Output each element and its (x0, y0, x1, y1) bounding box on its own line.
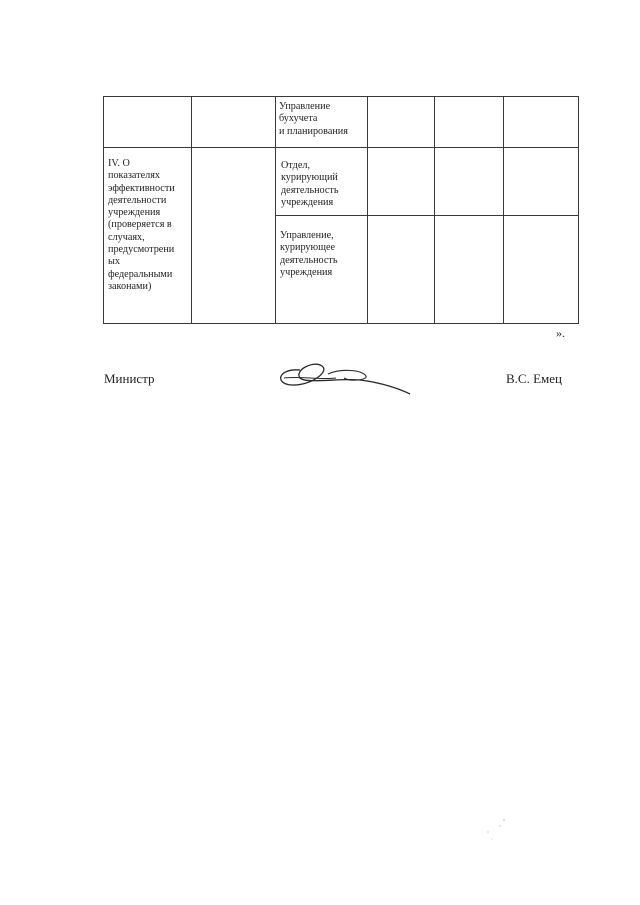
responsibility-table (103, 96, 579, 324)
handwritten-signature (270, 358, 415, 398)
table-column-divider (503, 96, 504, 324)
table-column-divider (367, 96, 368, 324)
signatory-name: В.С. Емец (506, 371, 562, 386)
table-border-bottom (103, 323, 579, 324)
closing-quote: ». (556, 326, 565, 340)
cell-supervising-department: Отдел, курирующий деятельность учреждения (281, 160, 339, 208)
table-row-divider (103, 147, 579, 148)
table-column-divider (191, 96, 192, 324)
cell-department-accounting: Управление бухучета и планирования (279, 101, 348, 137)
cell-supervising-directorate: Управление, курирующее деятельность учреждения (280, 230, 338, 278)
table-border-right (578, 96, 579, 324)
table-column-divider (275, 96, 276, 324)
table-column-divider (434, 96, 435, 324)
table-border-top (103, 96, 579, 97)
table-border-left (103, 96, 104, 324)
table-subrow-divider (275, 215, 579, 216)
cell-section-performance-indicators: IV. О показателях эффективности деятельности учреждения (проверяется в случаях, предусмотрени ых федеральными законами) (108, 158, 175, 292)
signatory-position: Министр (104, 371, 155, 386)
scan-artifacts (478, 812, 518, 852)
